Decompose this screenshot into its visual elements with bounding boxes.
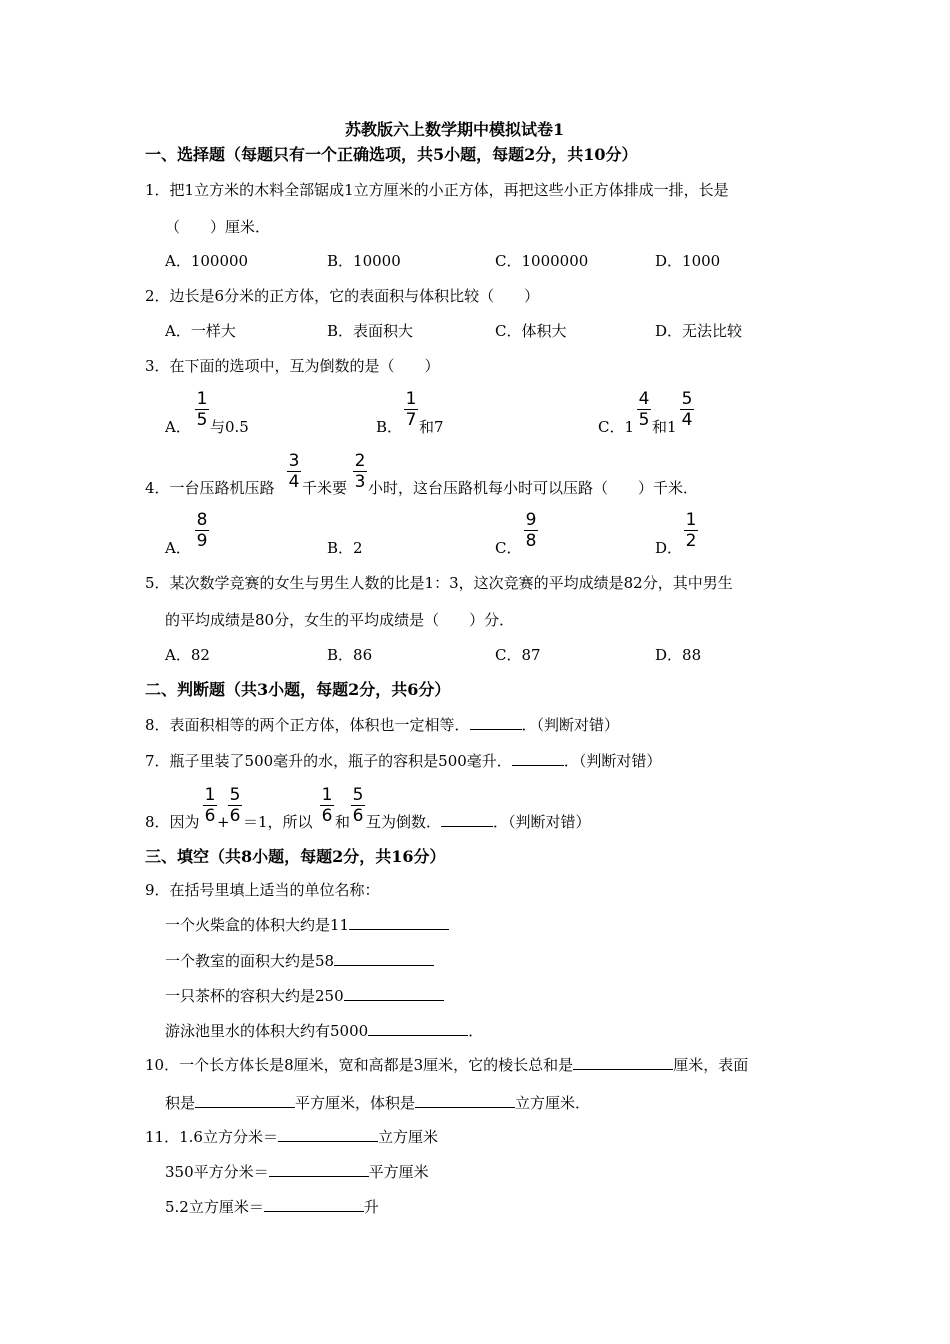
judge-question-3-and: 和 [335, 813, 351, 831]
question-1-line1: 1．把1立方米的木料全部锯成1立方厘米的小正方体，再把这些小正方体排成一排，长是 [145, 181, 729, 199]
question-3-option-c-fraction-2: 5 4 [681, 389, 693, 430]
question-1-option-b: B．10000 [327, 252, 401, 270]
question-2-text: 2．边长是6分米的正方体，它的表面积与体积比较（ ） [145, 287, 540, 305]
judge-question-2: 7．瓶子里装了500毫升的水，瓶子的容积是500毫升． ．（判断对错） [145, 752, 662, 770]
question-4-fraction-distance: 3 4 [288, 451, 300, 492]
question-1-option-a: A．100000 [165, 252, 249, 270]
answer-blank[interactable] [334, 951, 434, 966]
question-5-option-c: C．87 [495, 646, 541, 664]
judge-question-3-fraction-1: 1 6 [204, 785, 216, 826]
question-2-option-b: B．表面积大 [327, 322, 414, 340]
answer-blank[interactable] [195, 1093, 295, 1108]
question-3-text: 3．在下面的选项中，互为倒数的是（ ） [145, 357, 440, 375]
question-9-item-3: 一只茶杯的容积大约是250 [165, 986, 444, 1006]
section-heading-true-false: 二、判断题（共3小题，每题2分，共6分） [145, 680, 451, 699]
question-11-line1: 11．1.6立方分米＝ 立方厘米 [145, 1128, 438, 1146]
question-2-option-a: A．一样大 [165, 322, 236, 340]
question-1-line2: （ ）厘米． [165, 218, 271, 236]
answer-blank[interactable] [470, 715, 522, 730]
question-11-line3: 5.2立方厘米＝ 升 [165, 1198, 379, 1216]
answer-blank[interactable] [278, 1127, 378, 1142]
question-4-text-end: 小时，这台压路机每小时可以压路（ ）千米． [368, 479, 699, 497]
section-heading-choice: 一、选择题（每题只有一个正确选项，共5小题，每题2分，共10分） [145, 145, 638, 164]
question-9-item-2: 一个教室的面积大约是58 [165, 951, 434, 971]
question-3-option-b-label: B． [376, 418, 403, 436]
judge-question-3-mid: ＝1，所以 [243, 813, 313, 831]
question-4-option-b: B．2 [327, 539, 363, 557]
question-4-text-mid: 千米要 [302, 479, 348, 497]
page-title: 苏教版六上数学期中模拟试卷1 [345, 120, 565, 139]
question-3-option-c-text: 和1 [652, 418, 677, 436]
question-3-option-a-label: A． [165, 418, 191, 436]
question-4-option-d-fraction: 1 2 [685, 510, 697, 551]
question-3-option-a-fraction: 1 5 [196, 389, 208, 430]
question-4-fraction-time: 2 3 [354, 451, 366, 492]
question-5-option-b: B．86 [327, 646, 373, 664]
question-4-option-c-label: C． [495, 539, 522, 557]
question-9-text: 9．在括号里填上适当的单位名称： [145, 881, 380, 899]
answer-blank[interactable] [264, 1197, 364, 1212]
question-3-option-c-fraction-1: 4 5 [638, 389, 650, 430]
section-heading-fill-in: 三、填空（共8小题，每题2分，共16分） [145, 847, 446, 866]
question-10-line2: 积是 平方厘米，体积是 立方厘米． [165, 1094, 591, 1112]
answer-blank[interactable] [344, 986, 444, 1001]
question-11-line2: 350平方分米＝ 平方厘米 [165, 1163, 429, 1181]
question-3-option-a-text: 与0.5 [210, 418, 249, 436]
question-5-line1: 5．某次数学竞赛的女生与男生人数的比是1：3，这次竞赛的平均成绩是82分，其中男生 [145, 574, 733, 592]
answer-blank[interactable] [573, 1055, 673, 1070]
answer-blank[interactable] [349, 915, 449, 930]
question-2-option-c: C．体积大 [495, 322, 567, 340]
answer-blank[interactable] [269, 1162, 369, 1177]
answer-blank[interactable] [368, 1021, 468, 1036]
question-4-option-a-fraction: 8 9 [196, 510, 208, 551]
question-1-option-d: D．1000 [655, 252, 721, 270]
judge-question-1: 8．表面积相等的两个正方体，体积也一定相等． ．（判断对错） [145, 716, 620, 734]
question-4-option-a-label: A． [165, 539, 191, 557]
question-5-line2: 的平均成绩是80分，女生的平均成绩是（ ）分． [165, 611, 515, 629]
judge-question-3-fraction-4: 5 6 [352, 785, 364, 826]
question-1-option-c: C．1000000 [495, 252, 589, 270]
judge-question-3-fraction-3: 1 6 [321, 785, 333, 826]
judge-question-3-plus: + [217, 813, 230, 831]
question-4-option-c-fraction: 9 8 [525, 510, 537, 551]
question-5-option-d: D．88 [655, 646, 702, 664]
question-4-option-d-label: D． [655, 539, 683, 557]
question-4-text-start: 4．一台压路机压路 [145, 479, 275, 497]
question-3-option-b-text: 和7 [419, 418, 444, 436]
judge-question-3-end: 互为倒数． ．（判断对错） [366, 813, 591, 831]
question-3-option-c-label: C．1 [598, 418, 635, 436]
question-5-option-a: A．82 [165, 646, 210, 664]
answer-blank[interactable] [512, 751, 564, 766]
answer-blank[interactable] [415, 1093, 515, 1108]
question-9-item-4: 游泳池里水的体积大约有5000 ． [165, 1022, 484, 1040]
judge-question-3-fraction-2: 5 6 [229, 785, 241, 826]
question-9-item-1: 一个火柴盒的体积大约是11 [165, 915, 449, 935]
question-10-line1: 10．一个长方体长是8厘米，宽和高都是3厘米，它的棱长总和是 厘米，表面 [145, 1056, 749, 1074]
judge-question-3-start: 8．因为 [145, 813, 200, 831]
question-3-option-b-fraction: 1 7 [405, 389, 417, 430]
question-2-option-d: D．无法比较 [655, 322, 743, 340]
answer-blank[interactable] [441, 812, 493, 827]
